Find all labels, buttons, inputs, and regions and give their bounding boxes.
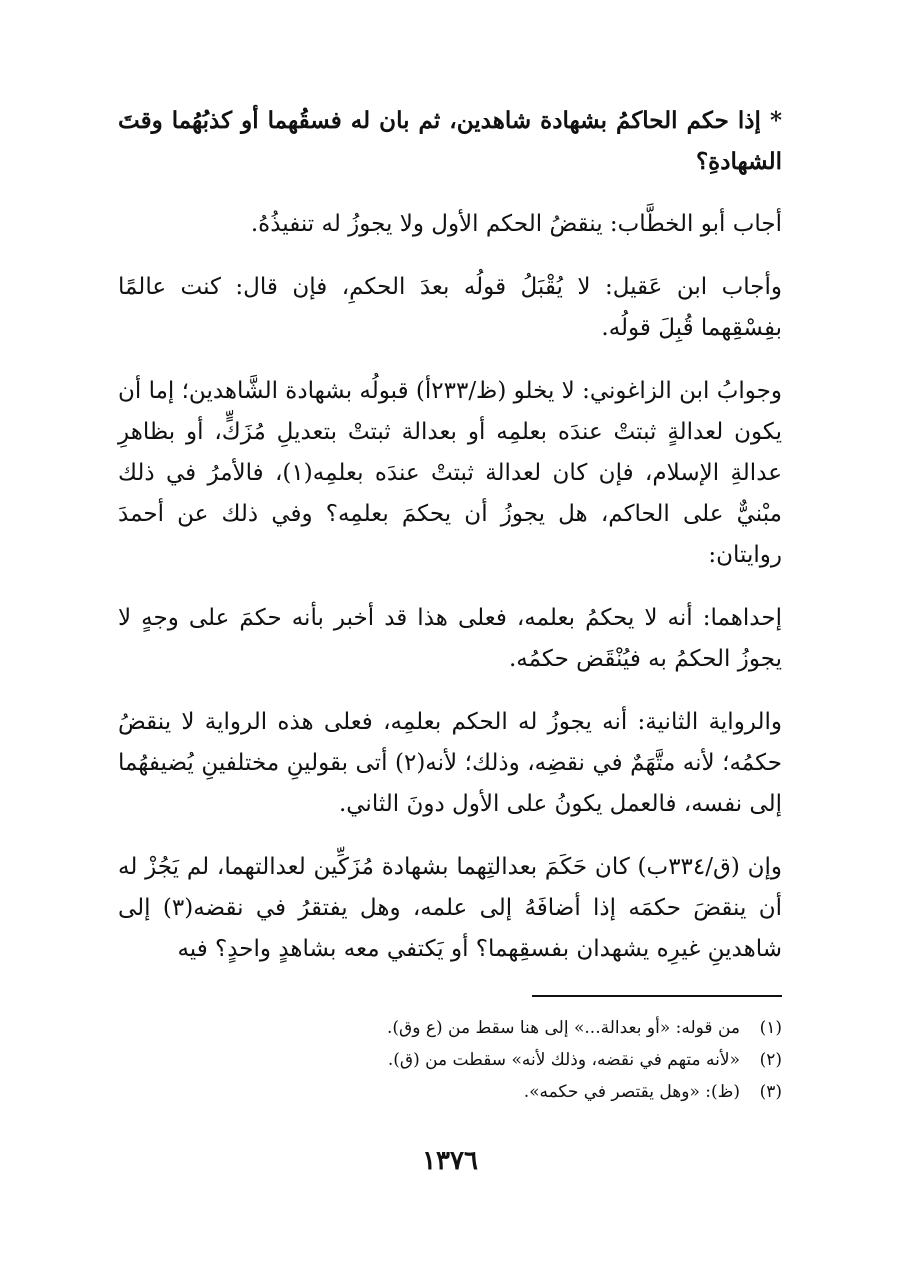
paragraph-ibn-al-zaghuni: وجوابُ ابن الزاغوني: لا يخلو (ظ/٢٣٣أ) قبولُه بشهادة الشَّاهدين؛ إما أن يكون لعدالةٍ ثبتتْ عندَه بعلمِه أو بعدالة ثبتتْ بتعديلِ مُزَكٍّ، أو بظاهرِ عدالةِ الإسلام، فإن كان لعدالة ثبتتْ عندَه بعلمِه(١)، فالأمرُ في ذلك مبْنيٌّ على الحاكم، هل يجوزُ أن يحكمَ بعلمِه؟ وفي ذلك عن أحمدَ روايتان: — [118, 378, 782, 568]
footnote-divider — [532, 995, 782, 997]
footnote-text: «لأنه متهم في نقضه، وذلك لأنه» سقطت من (ق). — [387, 1050, 740, 1070]
footnote-item — [118, 1076, 782, 1108]
footnote-number: (٣) — [759, 1082, 782, 1102]
paragraph-second-narration: والرواية الثانية: أنه يجوزُ له الحكم بعلمِه، فعلى هذه الرواية لا ينقضُ حكمُه؛ لأنه متَّهَمٌ في نقضِه، وذلك؛ لأنه(٢) أتى بقولينِ مختلفينِ يُضيفهُما إلى نفسه، فالعمل يكونُ على الأول دونَ الثاني. — [118, 709, 782, 817]
paragraph-first-narration: إحداهما: أنه لا يحكمُ بعلمه، فعلى هذا قد أخبر بأنه حكمَ على وجهٍ لا يجوزُ الحكمُ به فيُنْقَض حكمُه. — [118, 605, 782, 672]
paragraph-continuation: وإن (ق/٣٣٤ب) كان حَكَمَ بعدالتِهما بشهادة مُزَكِّين لعدالتهما، لم يَجُزْ له أن ينقضَ حكمَه إذا أضافَهُ إلى علمه، وهل يفتقرُ في نقضه(٣) إلى شاهدينِ غيرِه يشهدان بفسقِهما؟ أو يَكتفي معه بشاهدٍ واحدٍ؟ فيه — [118, 854, 782, 962]
paragraph-ibn-aqil: وأجاب ابن عَقيل: لا يُقْبَلُ قولُه بعدَ الحكمِ، فإن قال: كنت عالمًا بفِسْقِهما قُبِلَ قولُه. — [118, 274, 782, 341]
footnote-item — [118, 1044, 782, 1076]
page-body — [118, 100, 782, 992]
footnote-number: (٢) — [759, 1050, 782, 1070]
issue-heading: * إذا حكم الحاكمُ بشهادة شاهدين، ثم بان له فسقُهما أو كذبُهُما وقتَ الشهادةِ؟ — [118, 107, 782, 175]
footnotes — [118, 1012, 782, 1108]
page-number: ١٣٧٦ — [422, 1146, 478, 1176]
footnote-number: (١) — [759, 1018, 782, 1038]
footnote-text: من قوله: «أو بعدالة...» إلى هنا سقط من (ع وق). — [386, 1018, 740, 1038]
footnote-item — [118, 1012, 782, 1044]
paragraph-abu-al-khattab: أجاب أبو الخطَّاب: ينقضُ الحكم الأول ولا يجوزُ له تنفيذُهُ. — [250, 211, 782, 237]
footnote-text: (ظ): «وهل يقتصر في حكمه». — [523, 1082, 740, 1102]
